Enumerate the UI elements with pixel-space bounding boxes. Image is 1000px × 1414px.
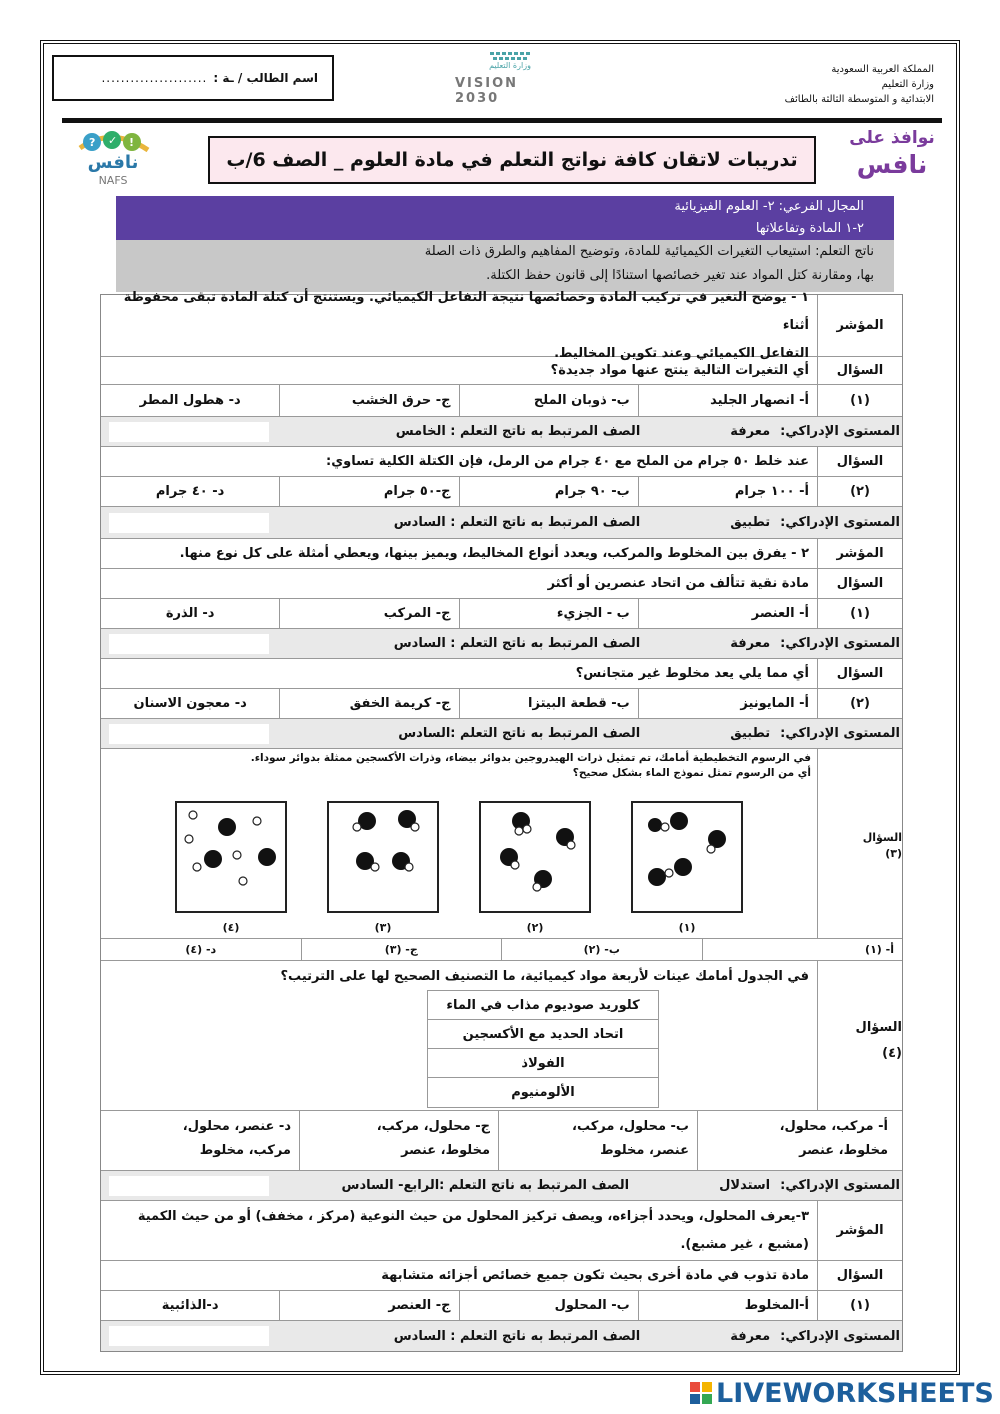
indicator3-line1: ٣-يعرف المحلول، ويحدد أجزاءه، ويصف تركيز المحلول من حيث النوعية (مركز ، مخفف) أو من حيث الكمية	[137, 1208, 809, 1224]
option-c[interactable]: ج- العنصر	[279, 1291, 458, 1320]
option-b[interactable]: ب- قطعة البيتزا	[459, 689, 638, 718]
option-b[interactable]: ب- (٢)	[501, 939, 702, 960]
question-row	[101, 749, 902, 939]
school-header	[714, 62, 934, 107]
answer-box[interactable]	[109, 1176, 269, 1196]
question-text: أي مما يلي يعد مخلوط غير متجانس؟	[575, 666, 809, 681]
indicator1-line2: التفاعل الكيميائي وعند تكوين المخاليط.	[554, 345, 809, 361]
options-row	[101, 385, 902, 417]
q5-text-line1: في الرسوم التخطيطية أمامك، تم تمثيل ذرات الهيدروجين بدوائر بيضاء، وذرات الأكسجين ممثلة بدوائر سوداء.	[250, 752, 811, 764]
student-name-label: اسم الطالب / ـة :	[213, 71, 318, 85]
grade-text: الصف المرتبط به ناتج التعلم : السادس	[393, 1328, 641, 1344]
answer-box[interactable]	[109, 513, 269, 533]
question-row	[101, 961, 902, 1111]
option-a[interactable]: أ- انصهار الجليد	[638, 385, 817, 416]
option-a-line2: مخلوط، عنصر	[799, 1143, 888, 1158]
option-d[interactable]: د- الذرة	[165, 606, 215, 621]
option-c[interactable]: ج- حرق الخشب	[279, 385, 458, 416]
outcome-line1: ناتج التعلم: استيعاب التغيرات الكيميائية للمادة، وتوضيح المفاهيم والطرق ذات الصلة	[424, 244, 874, 259]
question-label-block	[817, 749, 902, 938]
svg-text:!: !	[129, 136, 135, 149]
moe-logo-icon	[480, 50, 540, 61]
question-label: السؤال	[862, 830, 902, 844]
indicator-row	[101, 289, 902, 361]
level-value: استدلال	[719, 1178, 771, 1193]
header-divider	[62, 118, 942, 123]
level-label: المستوى الإدراكي:	[780, 1178, 900, 1193]
option-c[interactable]	[299, 1111, 498, 1170]
option-a[interactable]: أ-المخلوط	[638, 1291, 817, 1320]
question-label: السؤال	[817, 357, 902, 384]
question-text: أي التغيرات التالية ينتج عنها مواد جديدة؟	[550, 363, 809, 378]
level-row	[101, 1171, 902, 1201]
liveworksheets-icon	[690, 1382, 712, 1404]
diagram-3-caption: (٣)	[374, 921, 392, 934]
molecule-diagram-3-icon	[329, 803, 437, 911]
sample-2: اتحاد الحديد مع الأكسجين	[428, 1020, 658, 1049]
level-row	[101, 719, 902, 749]
diagram-1[interactable]	[631, 801, 743, 934]
grade-text: الصف المرتبط به ناتج التعلم : الخامس	[395, 424, 641, 439]
option-d-line2: مركب، مخلوط	[199, 1143, 291, 1158]
question-row	[101, 357, 902, 385]
indicator-label: المؤشر	[817, 539, 902, 568]
indicator-label: المؤشر	[817, 1201, 902, 1260]
grade-text: الصف المرتبط به ناتج التعلم : السادس	[393, 636, 641, 651]
diagram-1-caption: (١)	[678, 921, 696, 934]
indicator1-line1: ١ - يوضح التغير في تركيب المادة وخصائصها نتيجة التفاعل الكيميائي. ويستنتج أن كتلة المادة تبقى محفوظة أثناء	[123, 289, 809, 333]
question-text: مادة تذوب في مادة أخرى بحيث تكون جميع خصائص أجزائه متشابهة	[381, 1268, 809, 1283]
level-value: تطبيق	[730, 515, 771, 530]
option-c[interactable]: ج- (٣)	[301, 939, 502, 960]
nafs-logo-left	[62, 128, 162, 190]
option-a-line1: أ- مركب، محلول،	[779, 1119, 888, 1134]
diagram-4-caption: (٤)	[222, 921, 240, 934]
diagram-2[interactable]	[479, 801, 591, 934]
level-label: المستوى الإدراكي:	[780, 515, 900, 530]
question-row	[101, 569, 902, 599]
option-a[interactable]: أ- العنصر	[638, 599, 817, 628]
level-row	[101, 507, 902, 539]
molecule-diagram-2-icon	[481, 803, 589, 911]
option-c-line1: ج- محلول، مركب،	[376, 1119, 490, 1134]
answer-box[interactable]	[109, 422, 269, 442]
option-d[interactable]: د- ٤٠ جرام	[155, 484, 225, 499]
molecule-diagram-4-icon	[177, 803, 285, 911]
indicator3-line2: (مشبع ، غير مشبع).	[680, 1236, 809, 1252]
option-b[interactable]: ب- ٩٠ جرام	[459, 477, 638, 506]
question-label-block	[817, 961, 902, 1110]
options-row	[101, 599, 902, 629]
vision-logo-text: VISION 2030	[455, 76, 519, 106]
level-value: تطبيق	[730, 726, 771, 741]
question-label: السؤال	[855, 1019, 902, 1035]
moe-logo	[455, 50, 565, 106]
level-label: المستوى الإدراكي:	[780, 726, 900, 741]
subdomain-text: المجال الفرعي: ٢- العلوم الفيزيائية	[674, 199, 864, 214]
grade-text: الصف المرتبط به ناتج التعلم : السادس	[393, 515, 641, 530]
molecule-diagrams	[101, 783, 817, 934]
diagram-4[interactable]	[175, 801, 287, 934]
options-row	[101, 477, 902, 507]
option-c[interactable]: ج- كريمة الخفق	[279, 689, 458, 718]
question-label: السؤال	[817, 569, 902, 598]
option-c-line2: مخلوط، عنصر	[401, 1143, 490, 1158]
diagram-2-caption: (٢)	[526, 921, 544, 934]
options-row	[101, 1111, 902, 1171]
diagram-3[interactable]	[327, 801, 439, 934]
outcome-line2: بها، ومقارنة كتل المواد عند تغير خصائصها استنادًا إلى قانون حفظ الكتلة.	[486, 268, 874, 283]
question-label: السؤال	[817, 447, 902, 476]
sample-1: كلوريد صوديوم مذاب في الماء	[428, 991, 658, 1020]
answer-box[interactable]	[109, 1326, 269, 1346]
worksheet-title: تدريبات لاتقان كافة نواتج التعلم في مادة العلوم _ الصف 6/ب	[208, 136, 816, 184]
nafs-right-line1: نوافذ على	[849, 128, 935, 148]
option-a[interactable]: أ- (١)	[702, 939, 903, 960]
option-c[interactable]: ج- المركب	[279, 599, 458, 628]
option-b[interactable]: ب- ذوبان الملح	[459, 385, 638, 416]
svg-text:?: ?	[89, 136, 96, 149]
indicator-row	[101, 1201, 902, 1261]
unit-text: ٢-١ المادة وتفاعلاتها	[755, 221, 864, 236]
molecule-diagram-1-icon	[633, 803, 741, 911]
answer-box[interactable]	[109, 634, 269, 654]
samples-table	[427, 990, 659, 1108]
question-number: (١)	[817, 599, 902, 628]
question-row	[101, 447, 902, 477]
sample-3: الفولاذ	[428, 1049, 658, 1078]
option-d-line1: د- عنصر، محلول،	[182, 1119, 291, 1134]
domain-band	[116, 196, 894, 240]
question-number: (٤)	[882, 1045, 902, 1061]
question-number: (٢)	[817, 689, 902, 718]
question-text: في الجدول أمامك عينات لأربعة مواد كيميائية، ما التصنيف الصحيح لها على الترتيب؟	[280, 969, 809, 984]
grade-text: الصف المرتبط به ناتج التعلم :الرابع- السادس	[341, 1178, 630, 1193]
option-d[interactable]: د- معجون الاسنان	[133, 696, 247, 711]
option-b[interactable]	[498, 1111, 697, 1170]
student-name-dots: ......................	[101, 71, 208, 85]
options-row	[101, 689, 902, 719]
answer-box[interactable]	[109, 724, 269, 744]
liveworksheets-logo	[690, 1378, 994, 1408]
question-row	[101, 659, 902, 689]
option-d[interactable]: د- هطول المطر	[139, 393, 241, 408]
level-row	[101, 1321, 902, 1351]
level-row	[101, 417, 902, 447]
kingdom-text: المملكة العربية السعودية	[831, 64, 934, 75]
option-a[interactable]	[697, 1111, 902, 1170]
question-text: مادة نقية تتألف من اتحاد عنصرين أو أكثر	[547, 576, 809, 591]
question-row	[101, 1261, 902, 1291]
ministry-text: وزارة التعليم	[881, 79, 934, 90]
option-d[interactable]: د- (٤)	[185, 943, 217, 956]
question-number: (١)	[817, 1291, 902, 1320]
option-a[interactable]: أ- المايونيز	[638, 689, 817, 718]
indicator-label: المؤشر	[817, 295, 902, 356]
q5-text-line2: أي من الرسوم تمثل نموذج الماء بشكل صحيح؟	[572, 767, 811, 779]
moe-logo-text: وزارة التعليم	[489, 61, 531, 70]
question-text: عند خلط ٥٠ جرام من الملح مع ٤٠ جرام من الرمل، فإن الكتلة الكلية تساوي:	[326, 454, 809, 469]
svg-text:✓: ✓	[108, 134, 118, 147]
nafs-right-line2: نافس	[856, 150, 928, 179]
indicator-row	[101, 539, 902, 569]
option-b-line2: عنصر، مخلوط	[600, 1143, 689, 1158]
question-label: السؤال	[817, 1261, 902, 1290]
option-c[interactable]: ج-٥٠ جرام	[279, 477, 458, 506]
options-row	[101, 1291, 902, 1321]
option-d[interactable]: د-الذائبية	[161, 1298, 219, 1313]
level-row	[101, 629, 902, 659]
school-text: الابتدائية و المتوسطة الثالثة بالطائف	[784, 94, 934, 105]
nafs-logo-right	[840, 128, 944, 190]
option-b[interactable]: ب - الجزيء	[459, 599, 638, 628]
grade-text: الصف المرتبط به ناتج التعلم :السادس	[398, 726, 641, 741]
question-number: (١)	[817, 385, 902, 416]
options-row	[101, 939, 902, 961]
student-name-field[interactable]	[52, 55, 334, 101]
sample-4: الألومنيوم	[511, 1085, 575, 1100]
liveworksheets-text: LIVEWORKSHEETS	[716, 1377, 994, 1409]
nafs-left-text: نافس	[87, 152, 139, 173]
nafs-left-sub: NAFS	[98, 174, 128, 187]
question-label: السؤال	[817, 659, 902, 688]
question-number: (٣)	[885, 846, 902, 860]
questions-table	[100, 289, 903, 1352]
level-label: المستوى الإدراكي:	[780, 424, 900, 439]
level-value: معرفة	[730, 424, 771, 439]
option-d[interactable]	[101, 1111, 299, 1170]
option-b-line1: ب- محلول، مركب،	[572, 1119, 689, 1134]
level-label: المستوى الإدراكي:	[780, 636, 900, 651]
option-a[interactable]: أ- ١٠٠ جرام	[638, 477, 817, 506]
level-label: المستوى الإدراكي:	[780, 1328, 900, 1344]
level-value: معرفة	[730, 1328, 771, 1344]
indicator-text	[101, 289, 817, 361]
level-value: معرفة	[730, 636, 771, 651]
option-b[interactable]: ب- المحلول	[459, 1291, 638, 1320]
indicator2-text: ٢ - يفرق بين المخلوط والمركب، ويعدد أنواع المخاليط، ويميز بينها، ويعطي أمثلة على كل نوع منها.	[179, 546, 809, 561]
question-number: (٢)	[817, 477, 902, 506]
